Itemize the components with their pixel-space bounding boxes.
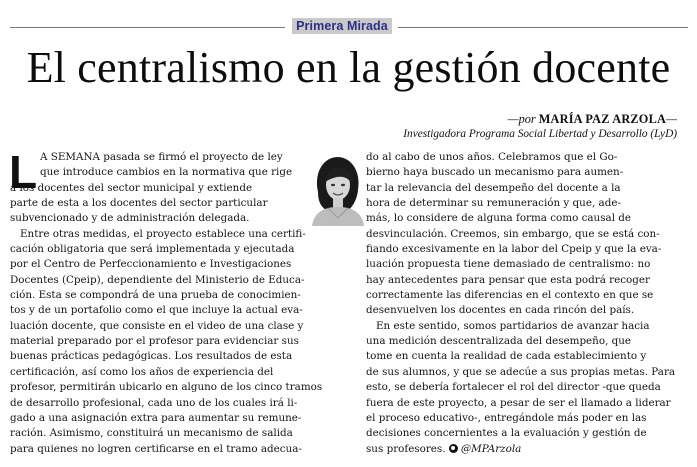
article-line: fiando excesivamente en la labor del Cpeip y que la eva-: [366, 243, 662, 256]
article-line: desvinculación. Creemos, sin embargo, que se está con-: [366, 227, 660, 240]
article-line: hay antecedentes para pensar que esta podrá recoger: [366, 273, 650, 286]
article-line: una medición descentralizada del desempeño, que: [366, 335, 632, 348]
article-line: material preparado por el profesor para evidenciar sus: [10, 335, 299, 348]
article-line: bierno haya buscado un mecanismo para aumen-: [366, 166, 624, 179]
article-line: cación obligatoria que será implementada y ejecutada: [10, 243, 295, 256]
byline-role: Investigadora Programa Social Libertad y Desarrollo (LyD): [403, 128, 677, 140]
article-line: luación propuesta tiene demasiado de centralismo: no: [366, 258, 651, 271]
article-line: fuera de este proyecto, a pesar de ser el llamado a liderar: [366, 396, 671, 409]
article-line: gado a una asignación extra para aumentar su remune-: [10, 411, 302, 424]
article-line: de desarrollo profesional, cada uno de los cuales irá li-: [10, 396, 298, 409]
article-column-2: [366, 150, 690, 457]
article-line: por el Centro de Perfeccionamiento e Investigaciones: [10, 258, 292, 271]
article-line: correctamente las diferencias en el contexto en que se: [366, 289, 654, 302]
article-line: a los docentes del sector municipal y extiende: [10, 181, 253, 194]
article-line: A SEMANA pasada se firmó el proyecto de ley: [40, 151, 283, 163]
article-line: de sus alumnos, y que se adecúe a sus propias metas. Para: [366, 365, 676, 378]
article-line: decisiones concernientes a la evaluación y gestión de: [366, 427, 647, 440]
byline-suffix: —: [666, 112, 677, 126]
article-line-last: [366, 442, 690, 457]
twitter-icon: [449, 444, 458, 453]
article-line: Entre otras medidas, el proyecto establece una certifi-: [20, 227, 306, 240]
article-line: desenvuelven los docentes en cada rincón del país.: [366, 304, 635, 317]
article-line: profesor, permitirán ubicarlo en alguno de los cinco tramos: [10, 381, 323, 394]
article-line: sus profesores.: [366, 442, 446, 455]
article-line: para quienes no logren certificarse en el tramo adecua-: [10, 442, 302, 455]
article-line: esto, se debería fortalecer el rol del director -que queda: [366, 381, 661, 394]
top-rule-right: [398, 27, 688, 28]
article-line: Docentes (Cpeip), dependiente del Ministerio de Educa-: [10, 273, 305, 286]
article-line: tos y de un portafolio como el que incluye la actual eva-: [10, 304, 303, 317]
article-column-1: [9, 146, 340, 457]
article-line: buenas prácticas pedagógicas. Los resultados de esta: [10, 350, 293, 363]
article-line: tar la relevancia del desempeño del docente a la: [366, 181, 621, 194]
article-line: En este sentido, somos partidarios de avanzar hacia: [376, 319, 650, 332]
headline: El centralismo en la gestión docente: [26, 43, 671, 92]
byline-author: MARÍA PAZ ARZOLA: [538, 112, 667, 126]
drop-cap: L: [9, 146, 38, 198]
byline-prefix: —por: [507, 112, 539, 126]
article-line: tome en cuenta la realidad de cada establecimiento y: [366, 350, 647, 363]
article-line: ración. Asimismo, constituirá un mecanismo de salida: [10, 427, 293, 440]
article-line: hora de determinar su remuneración y que, ade-: [366, 197, 621, 210]
article-line: certificación, así como los años de experiencia del: [10, 365, 274, 378]
article-line: más, lo considere de alguna forma como causal de: [366, 212, 632, 225]
section-label: Primera Mirada: [292, 18, 392, 34]
article-line: luación docente, que consiste en el video de una clase y: [10, 319, 304, 332]
article-line: do al cabo de unos años. Celebramos que el Go-: [366, 151, 618, 163]
article-line: el proceso educativo-, entregándole más poder en las: [366, 411, 647, 424]
article-line: ción. Esta se compondrá de una prueba de conocimien-: [10, 289, 301, 302]
twitter-handle[interactable]: @MPArzola: [460, 442, 522, 455]
top-rule-left: [10, 27, 285, 28]
article-line: que introduce cambios en la normativa que rige: [40, 166, 293, 179]
article-line: subvencionado y de administración delegada.: [10, 212, 250, 225]
article-line: parte de esta a los docentes del sector particular: [10, 197, 268, 210]
byline: [403, 112, 677, 141]
